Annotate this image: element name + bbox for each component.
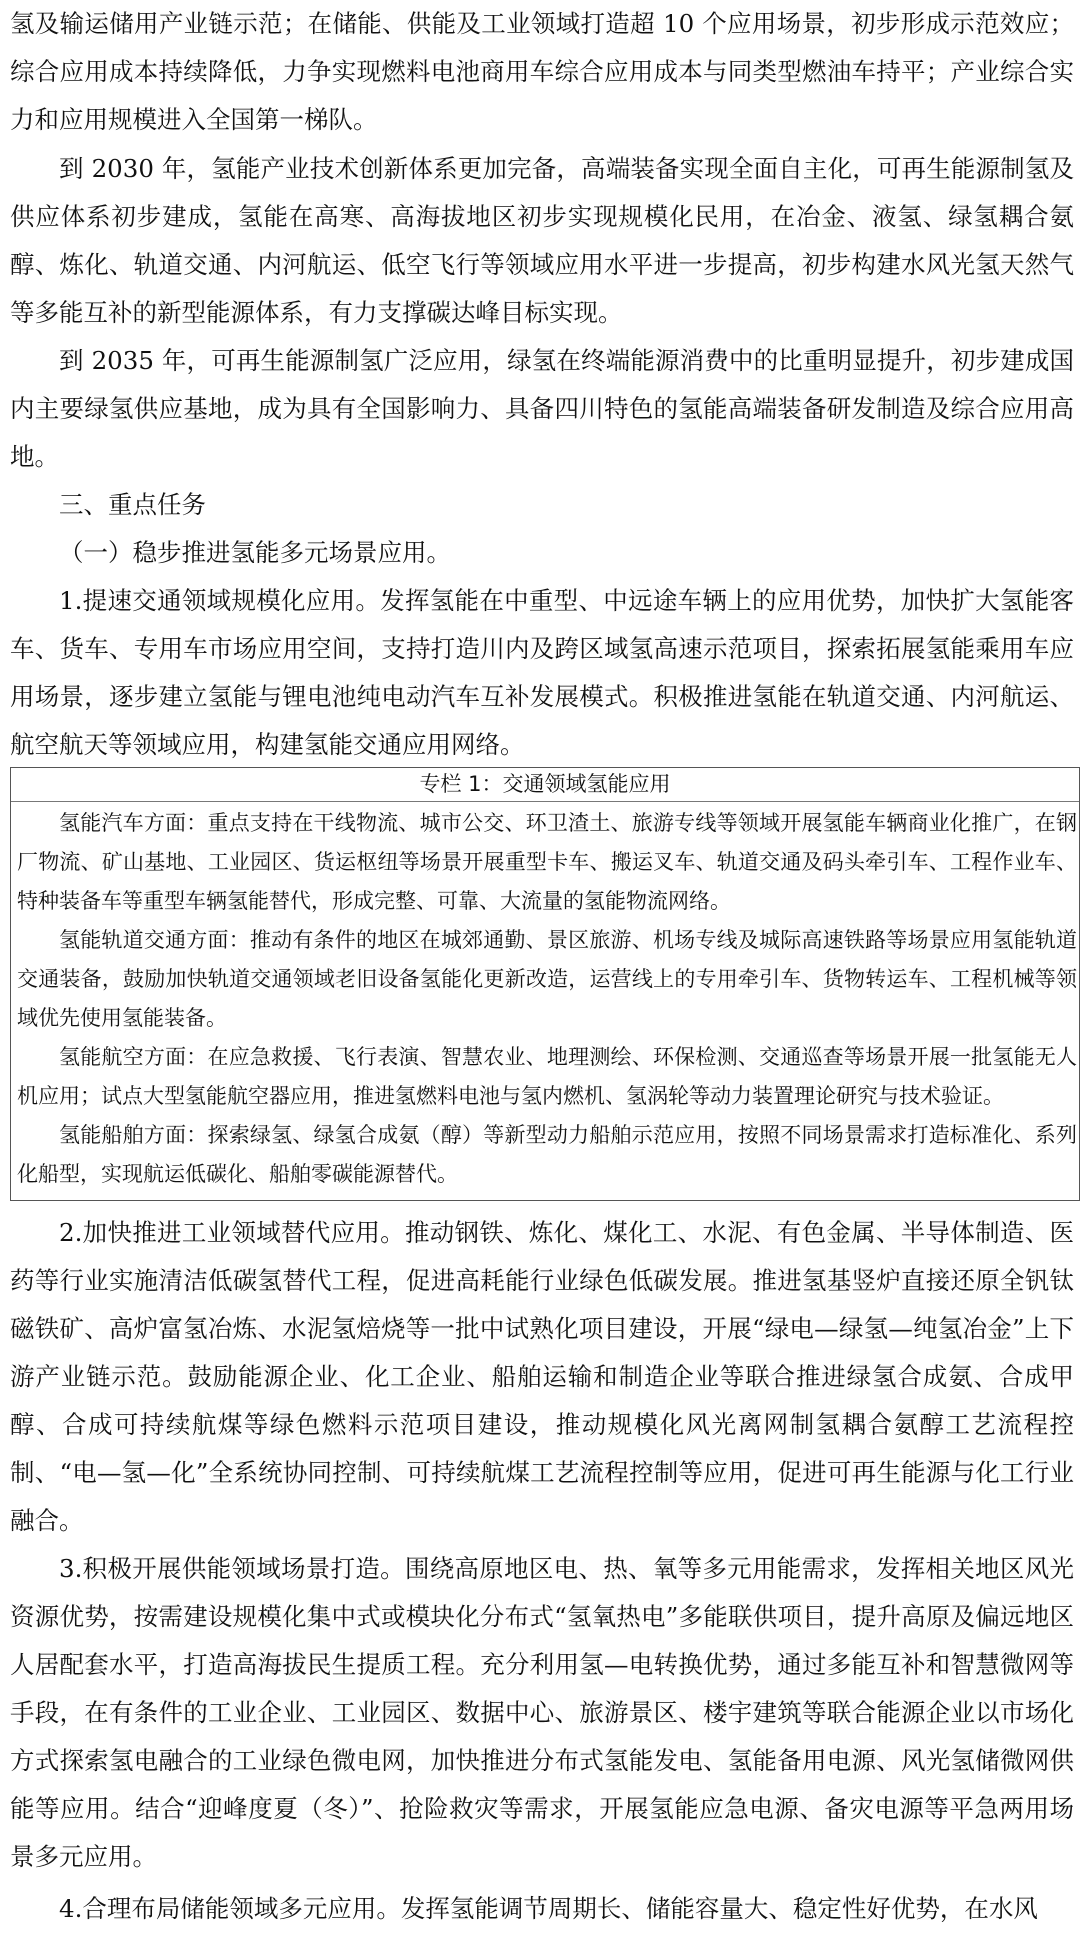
column-box-transport xyxy=(10,767,1080,1201)
column-box-body xyxy=(11,802,1079,1194)
section-heading-key-tasks: 三、重点任务 xyxy=(59,490,206,519)
paragraph-energy-supply: 3.积极开展供能领域场景打造。围绕高原地区电、热、氧等多元用能需求，发挥相关地区风光资源优势，按需建设规模化集中式或模块化分布式“氢氧热电”多能联供项目，提升高原及偏远地区人居配套水平，打造高海拔民生提质工程。充分利用氢—电转换优势，通过多能互补和智慧微网等手段，在有条件的工业企业、工业园区、数据中心、旅游景区、楼宇建筑等联合能源企业以市场化方式探索氢电融合的工业绿色微电网，加快推进分布式氢能发电、氢能备用电源、风光氢储微网供能等应用。结合“迎峰度夏（冬）”、抢险救灾等需求，开展氢能应急电源、备灾电源等平急两用场景多元应用。 xyxy=(10,1554,1074,1871)
box-paragraph-rail: 氢能轨道交通方面：推动有条件的地区在城郊通勤、景区旅游、机场专线及城际高速铁路等场景应用氢能轨道交通装备，鼓励加快轨道交通领域老旧设备氢能化更新改造，运营线上的专用牵引车、货物转运车、工程机械等领域优先使用氢能装备。 xyxy=(17,928,1077,1030)
paragraph-targets-2027: 氢及输运储用产业链示范；在储能、供能及工业领域打造超 10 个应用场景，初步形成示范效应；综合应用成本持续降低，力争实现燃料电池商用车综合应用成本与同类型燃油车持平；产业综合实力和应用规模进入全国第一梯队。 xyxy=(10,9,1074,134)
paragraph-transport: 1.提速交通领域规模化应用。发挥氢能在中重型、中远途车辆上的应用优势，加快扩大氢能客车、货车、专用车市场应用空间，支持打造川内及跨区域氢高速示范项目，探索拓展氢能乘用车应用场景，逐步建立氢能与锂电池纯电动汽车互补发展模式。积极推进氢能在轨道交通、内河航运、航空航天等领域应用，构建氢能交通应用网络。 xyxy=(10,586,1074,759)
box-paragraph-ships: 氢能船舶方面：探索绿氢、绿氢合成氨（醇）等新型动力船舶示范应用，按照不同场景需求打造标准化、系列化船型，实现航运低碳化、船舶零碳能源替代。 xyxy=(17,1123,1077,1186)
paragraph-targets-2030: 到 2030 年，氢能产业技术创新体系更加完备，高端装备实现全面自主化，可再生能源制氢及供应体系初步建成，氢能在高寒、高海拔地区初步实现规模化民用，在冶金、液氢、绿氢耦合氨醇、炼化、轨道交通、内河航运、低空飞行等领域应用水平进一步提高，初步构建水风光氢天然气等多能互补的新型能源体系，有力支撑碳达峰目标实现。 xyxy=(10,154,1074,327)
column-box-title: 专栏 1：交通领域氢能应用 xyxy=(11,768,1079,802)
box-paragraph-aviation: 氢能航空方面：在应急救援、飞行表演、智慧农业、地理测绘、环保检测、交通巡查等场景开展一批氢能无人机应用；试点大型氢能航空器应用，推进氢燃料电池与氢内燃机、氢涡轮等动力装置理论研究与技术验证。 xyxy=(17,1045,1077,1108)
subsection-heading-scenarios: （一）稳步推进氢能多元场景应用。 xyxy=(59,538,451,567)
paragraph-storage: 4.合理布局储能领域多元应用。发挥氢能调节周期长、储能容量大、稳定性好优势，在水风 xyxy=(59,1894,1038,1923)
box-paragraph-vehicles: 氢能汽车方面：重点支持在干线物流、城市公交、环卫渣土、旅游专线等领域开展氢能车辆商业化推广，在钢厂物流、矿山基地、工业园区、货运枢纽等场景开展重型卡车、搬运叉车、轨道交通及码头牵引车、工程作业车、特种装备车等重型车辆氢能替代，形成完整、可靠、大流量的氢能物流网络。 xyxy=(17,811,1077,913)
paragraph-industry: 2.加快推进工业领域替代应用。推动钢铁、炼化、煤化工、水泥、有色金属、半导体制造、医药等行业实施清洁低碳氢替代工程，促进高耗能行业绿色低碳发展。推进氢基竖炉直接还原全钒钛磁铁矿、高炉富氢冶炼、水泥氢焙烧等一批中试熟化项目建设，开展“绿电—绿氢—纯氢冶金”上下游产业链示范。鼓励能源企业、化工企业、船舶运输和制造企业等联合推进绿氢合成氨、合成甲醇、合成可持续航煤等绿色燃料示范项目建设，推动规模化风光离网制氢耦合氨醇工艺流程控制、“电—氢—化”全系统协同控制、可持续航煤工艺流程控制等应用，促进可再生能源与化工行业融合。 xyxy=(10,1218,1074,1535)
paragraph-targets-2035: 到 2035 年，可再生能源制氢广泛应用，绿氢在终端能源消费中的比重明显提升，初步建成国内主要绿氢供应基地，成为具有全国影响力、具备四川特色的氢能高端装备研发制造及综合应用高地。 xyxy=(10,346,1074,471)
